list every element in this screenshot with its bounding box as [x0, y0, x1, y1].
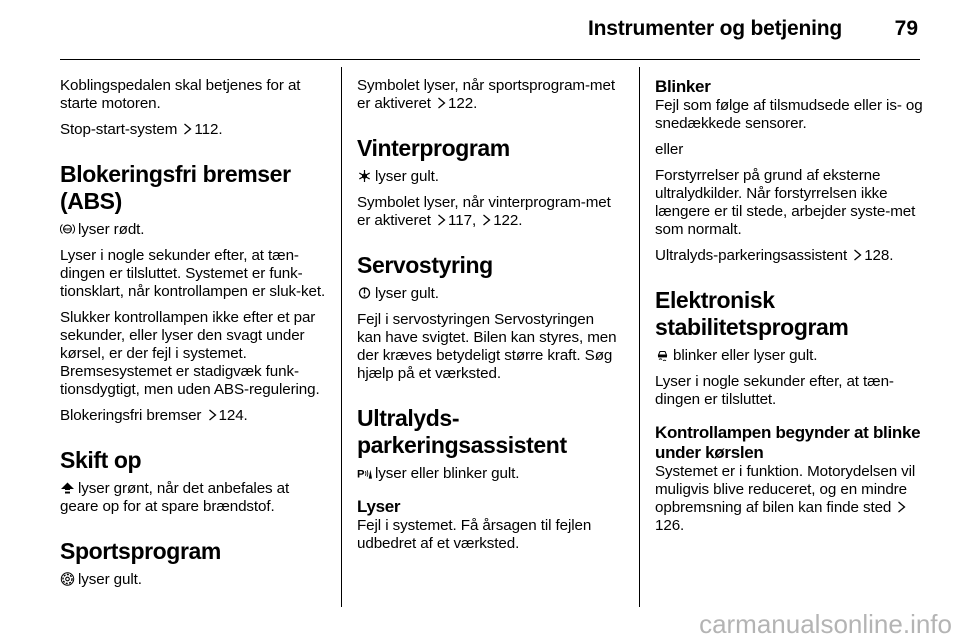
- heading-esp-blink: Kontrollampen begynder at blinke under kørslen: [655, 423, 921, 462]
- esp-blink-paragraph: Systemet er i funktion. Motorydelsen vil muligvis blive reduceret, og en mindre opbremsning af bilen kan finde sted 126.: [655, 463, 916, 534]
- ref-label: Stop-start-system: [60, 121, 178, 138]
- steering-wheel-warning-icon: [357, 286, 372, 300]
- parking-sensor-icon: [357, 466, 372, 480]
- abs-paragraph-1: Lyser i nogle sekunder efter, at tæn-dingen er tilsluttet. Systemet er funk-tionsklart, når kontrollampen er sluk-ket.: [60, 247, 326, 300]
- snowflake-icon: [357, 169, 372, 183]
- abs-paragraph-2: Slukker kontrollampen ikke efter et par sekunder, eller lyser den svagt under kørsel, er der fejl i systemet. Bremsesystemet er stadigvæk funk-tionsdygtigt, men uden ABS-regulering.: [60, 309, 320, 398]
- disturbance-paragraph: Forstyrrelser på grund af eksterne ultralydkilder. Når forstyrrelsen ikke længere er til stede, arbejder syste-met som normalt.: [655, 167, 916, 238]
- page-ref-arrow-icon: [853, 249, 862, 261]
- heading-shift-up: Skift op: [60, 447, 142, 473]
- lyser-paragraph: Fejl i systemet. Få årsagen til fejlen udbedret af et værksted.: [357, 517, 592, 552]
- stability-control-icon: [655, 348, 670, 362]
- watermark: carmanualsonline.info: [699, 609, 952, 639]
- sport-paragraph: Symbolet lyser, når sportsprogram-met er aktiveret 122.: [357, 77, 615, 112]
- esp-indicator: blinker eller lyser gult.: [655, 347, 925, 365]
- column-2: [357, 77, 619, 561]
- abs-warning-icon: [60, 222, 75, 236]
- servo-paragraph: Fejl i servostyringen Servostyringen kan have svigtet. Bilen kan styres, men der kræves betydeligt større kraft. Søg hjælp på et værksted.: [357, 311, 617, 382]
- page-header: [0, 0, 960, 60]
- heading-esp: Elektronisk stabilitetsprogram: [655, 287, 849, 340]
- parking-reference: Ultralyds-parkeringsassistent 128.: [655, 247, 894, 264]
- column-divider-2: [639, 67, 640, 607]
- page-ref-arrow-icon: [482, 214, 491, 226]
- page-ref-arrow-icon: [897, 501, 906, 513]
- shift-up-text: lyser grønt, når det anbefales at geare op for at spare brændstof.: [60, 480, 290, 515]
- winter-paragraph: Symbolet lyser, når vinterprogram-met er aktiveret 117, 122.: [357, 194, 611, 229]
- sport-mode-icon: [60, 572, 75, 586]
- abs-indicator: ABS lyser rødt.: [60, 221, 328, 239]
- heading-blinker: Blinker: [655, 77, 711, 96]
- page-number: 79: [894, 17, 918, 40]
- column-divider-1: [341, 67, 342, 607]
- page-title: Instrumenter og betjening: [587, 17, 842, 40]
- shift-up-arrow-icon: [60, 481, 75, 495]
- page-ref-arrow-icon: [437, 97, 446, 109]
- heading-winter: Vinterprogram: [357, 135, 510, 161]
- paragraph-clutch: Koblingspedalen skal betjenes for at starte motoren.: [60, 77, 301, 112]
- esp-paragraph: Lyser i nogle sekunder efter, at tæn-dingen er tilsluttet.: [655, 373, 894, 408]
- heading-parking-assist: Ultralyds- parkeringsassistent: [357, 405, 567, 458]
- column-1: [60, 77, 328, 597]
- abs-reference: Blokeringsfri bremser 124.: [60, 407, 248, 424]
- winter-indicator: lyser gult.: [357, 168, 619, 186]
- sport-indicator: lyser gult.: [60, 571, 328, 589]
- header-rule: [60, 59, 920, 60]
- eller-text: eller: [655, 141, 684, 158]
- heading-lyser: Lyser: [357, 497, 401, 516]
- page-ref-arrow-icon: [183, 123, 192, 135]
- heading-servo: Servostyring: [357, 252, 493, 278]
- heading-abs: Blokeringsfri bremser (ABS): [60, 161, 291, 214]
- paragraph-stop-start: [60, 121, 328, 139]
- parking-indicator: P lyser eller blinker gult.: [357, 465, 520, 482]
- servo-indicator: lyser gult.: [357, 285, 619, 303]
- heading-sport: Sportsprogram: [60, 538, 221, 564]
- page-ref-arrow-icon: [437, 214, 446, 226]
- page-ref-arrow-icon: [208, 409, 217, 421]
- svg-text:P: P: [357, 468, 365, 480]
- column-3: [655, 77, 925, 543]
- page-ref: 112.: [194, 121, 223, 138]
- svg-text:ABS: ABS: [63, 227, 72, 232]
- blinker-paragraph: Fejl som følge af tilsmudsede eller is- og snedækkede sensorer.: [655, 97, 923, 132]
